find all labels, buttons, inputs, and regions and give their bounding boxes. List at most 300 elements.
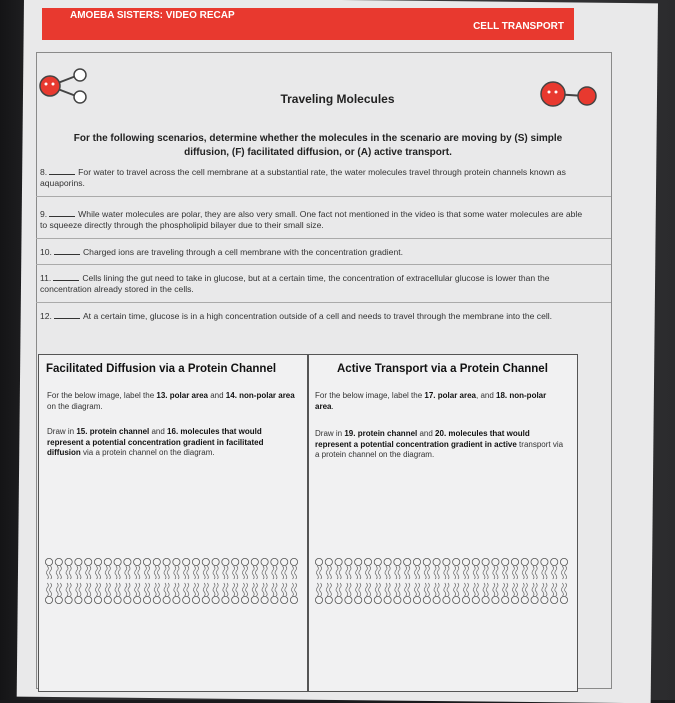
box-instruction-1: For the below image, label the 13. polar area and 14. non-polar area on the diagram. <box>47 391 295 411</box>
phospholipid-head <box>124 558 131 565</box>
phospholipid-head <box>222 558 229 565</box>
phospholipid-tail <box>496 583 498 596</box>
phospholipid-tail <box>184 583 186 596</box>
phospholipid-head <box>153 596 160 603</box>
header-right-title: CELL TRANSPORT <box>473 21 564 32</box>
phospholipid-tail <box>427 583 429 596</box>
phospholipid-head <box>521 558 528 565</box>
box-instruction-1: For the below image, label the 17. polar area, and 18. non-polar area. <box>315 391 547 411</box>
phospholipid-tail <box>316 583 318 596</box>
phospholipid-head <box>384 558 391 565</box>
phospholipid-tail <box>275 583 277 596</box>
divider <box>36 196 611 197</box>
phospholipid-tail <box>473 566 475 579</box>
phospholipid-head <box>472 558 479 565</box>
phospholipid-tail <box>275 566 277 579</box>
phospholipid-tail <box>174 566 176 579</box>
phospholipid-tail <box>320 566 322 579</box>
phospholipid-tail <box>115 566 117 579</box>
phospholipid-tail <box>467 566 469 579</box>
question-text: At a certain time, glucose is in a high concentration outside of a cell and needs to travel through the membrane into the cell. <box>82 311 553 321</box>
question-12 <box>40 310 590 322</box>
phospholipid-tail <box>565 583 567 596</box>
phospholipid-tail <box>457 566 459 579</box>
phospholipid-tail <box>336 583 338 596</box>
phospholipid-head <box>114 558 121 565</box>
phospholipid-tail <box>395 566 397 579</box>
phospholipid-tail <box>246 583 248 596</box>
phospholipid-tail <box>206 566 208 579</box>
phospholipid-tail <box>99 583 101 596</box>
phospholipid-head <box>75 596 82 603</box>
phospholipid-head <box>315 558 322 565</box>
phospholipid-head <box>85 596 92 603</box>
phospholipid-tail <box>246 566 248 579</box>
phospholipid-head <box>502 596 509 603</box>
phospholipid-tail <box>79 566 81 579</box>
phospholipid-head <box>202 558 209 565</box>
divider <box>36 238 611 239</box>
phospholipid-tail <box>349 566 351 579</box>
answer-blank[interactable] <box>54 310 80 319</box>
phospholipid-tail <box>444 566 446 579</box>
phospholipid-tail <box>285 583 287 596</box>
phospholipid-tail <box>148 566 150 579</box>
phospholipid-tail <box>265 583 267 596</box>
phospholipid-tail <box>216 583 218 596</box>
phospholipid-tail <box>369 583 371 596</box>
phospholipid-head <box>104 596 111 603</box>
phospholipid-tail <box>295 583 297 596</box>
phospholipid-tail <box>496 566 498 579</box>
phospholipid-head <box>453 596 460 603</box>
phospholipid-head <box>560 558 567 565</box>
phospholipid-head <box>443 596 450 603</box>
phospholipid-head <box>114 596 121 603</box>
phospholipid-head <box>551 596 558 603</box>
phospholipid-head <box>212 558 219 565</box>
phospholipid-head <box>502 558 509 565</box>
phospholipid-tail <box>473 583 475 596</box>
phospholipid-head <box>531 596 538 603</box>
phospholipid-tail <box>463 566 465 579</box>
phospholipid-head <box>212 596 219 603</box>
phospholipid-head <box>315 596 322 603</box>
phospholipid-head <box>433 558 440 565</box>
phospholipid-tail <box>223 583 225 596</box>
phospholipid-head <box>45 596 52 603</box>
phospholipid-tail <box>135 566 137 579</box>
phospholipid-bilayer-diagram[interactable] <box>313 557 573 605</box>
phospholipid-head <box>511 558 518 565</box>
phospholipid-head <box>521 596 528 603</box>
phospholipid-tail <box>561 566 563 579</box>
phospholipid-tail <box>316 566 318 579</box>
facilitated-diffusion-box <box>38 354 308 692</box>
phospholipid-tail <box>359 583 361 596</box>
phospholipid-head <box>413 558 420 565</box>
phospholipid-head <box>290 558 297 565</box>
phospholipid-tail <box>463 583 465 596</box>
phospholipid-tail <box>138 566 140 579</box>
phospholipid-head <box>134 596 141 603</box>
phospholipid-head <box>55 596 62 603</box>
phospholipid-tail <box>535 583 537 596</box>
box-instruction-2: Draw in 15. protein channel and 16. molecules that would represent a potential concentration gradient in facilitated diffusion via a protein channel on the diagram. <box>47 427 264 457</box>
phospholipid-tail <box>164 583 166 596</box>
phospholipid-head <box>541 558 548 565</box>
phospholipid-tail <box>187 566 189 579</box>
phospholipid-head <box>183 558 190 565</box>
phospholipid-head <box>271 596 278 603</box>
phospholipid-tail <box>320 583 322 596</box>
phospholipid-tail <box>398 566 400 579</box>
phospholipid-tail <box>154 583 156 596</box>
bilayer-pattern <box>45 558 297 603</box>
phospholipid-tail <box>262 583 264 596</box>
phospholipid-tail <box>99 566 101 579</box>
answer-blank[interactable] <box>54 246 80 255</box>
phospholipid-tail <box>216 566 218 579</box>
phospholipid-tail <box>545 583 547 596</box>
phospholipid-tail <box>291 583 293 596</box>
bilayer-pattern <box>315 558 567 603</box>
phospholipid-tail <box>128 583 130 596</box>
phospholipid-tail <box>418 566 420 579</box>
phospholipid-head <box>443 558 450 565</box>
phospholipid-head <box>462 596 469 603</box>
phospholipid-tail <box>405 566 407 579</box>
phospholipid-head <box>222 596 229 603</box>
phospholipid-tail <box>424 583 426 596</box>
phospholipid-tail <box>503 583 505 596</box>
phospholipid-head <box>423 558 430 565</box>
phospholipid-head <box>163 558 170 565</box>
phospholipid-head <box>355 596 362 603</box>
phospholipid-tail <box>356 566 358 579</box>
phospholipid-tail <box>414 566 416 579</box>
phospholipid-tail <box>177 583 179 596</box>
phospholipid-head <box>281 558 288 565</box>
phospholipid-tail <box>346 566 348 579</box>
question-text: For water to travel across the cell membrane at a substantial rate, the water molecules travel through protein channels known as aquaporins. <box>40 167 566 188</box>
phospholipid-bilayer-diagram[interactable] <box>43 557 303 605</box>
phospholipid-tail <box>59 583 61 596</box>
phospholipid-head <box>423 596 430 603</box>
question-number: 9. <box>40 209 48 219</box>
phospholipid-head <box>345 558 352 565</box>
phospholipid-tail <box>46 583 48 596</box>
phospholipid-tail <box>282 583 284 596</box>
phospholipid-tail <box>375 566 377 579</box>
phospholipid-head <box>143 596 150 603</box>
phospholipid-tail <box>89 566 91 579</box>
phospholipid-tail <box>405 583 407 596</box>
phospholipid-tail <box>272 566 274 579</box>
question-10 <box>40 246 590 258</box>
phospholipid-tail <box>359 566 361 579</box>
phospholipid-tail <box>128 566 130 579</box>
phospholipid-tail <box>262 566 264 579</box>
phospholipid-head <box>192 558 199 565</box>
box-instruction-2: Draw in 19. protein channel and 20. molecules that would represent a potential concentration gradient in active transport via a protein channel on the diagram. <box>315 429 564 459</box>
active-transport-box <box>308 354 578 692</box>
phospholipid-tail <box>336 566 338 579</box>
phospholipid-tail <box>326 566 328 579</box>
phospholipid-head <box>134 558 141 565</box>
phospholipid-tail <box>272 583 274 596</box>
phospholipid-tail <box>86 583 88 596</box>
phospholipid-tail <box>408 583 410 596</box>
question-number: 12. <box>40 311 52 321</box>
phospholipid-head <box>394 596 401 603</box>
phospholipid-tail <box>522 566 524 579</box>
phospholipid-head <box>163 596 170 603</box>
phospholipid-tail <box>76 583 78 596</box>
question-number: 10. <box>40 247 52 257</box>
phospholipid-tail <box>346 583 348 596</box>
phospholipid-head <box>65 596 72 603</box>
phospholipid-head <box>374 596 381 603</box>
phospholipid-head <box>251 596 258 603</box>
phospholipid-tail <box>144 566 146 579</box>
question-number: 11. <box>40 273 52 283</box>
phospholipid-tail <box>105 583 107 596</box>
phospholipid-tail <box>108 583 110 596</box>
phospholipid-tail <box>506 583 508 596</box>
phospholipid-tail <box>282 566 284 579</box>
phospholipid-head <box>541 596 548 603</box>
phospholipid-head <box>104 558 111 565</box>
phospholipid-tail <box>174 583 176 596</box>
phospholipid-tail <box>252 566 254 579</box>
phospholipid-tail <box>408 566 410 579</box>
phospholipid-tail <box>66 583 68 596</box>
question-11 <box>40 272 590 295</box>
phospholipid-tail <box>197 583 199 596</box>
phospholipid-tail <box>236 583 238 596</box>
phospholipid-head <box>394 558 401 565</box>
divider <box>36 264 611 265</box>
phospholipid-tail <box>542 583 544 596</box>
phospholipid-tail <box>265 566 267 579</box>
phospholipid-head <box>251 558 258 565</box>
phospholipid-head <box>85 558 92 565</box>
answer-blank[interactable] <box>49 208 75 217</box>
phospholipid-tail <box>378 583 380 596</box>
phospholipid-tail <box>476 566 478 579</box>
phospholipid-tail <box>184 566 186 579</box>
phospholipid-tail <box>295 566 297 579</box>
answer-blank[interactable] <box>49 166 75 175</box>
phospholipid-tail <box>125 566 127 579</box>
phospholipid-tail <box>95 583 97 596</box>
phospholipid-head <box>531 558 538 565</box>
phospholipid-head <box>183 596 190 603</box>
phospholipid-tail <box>467 583 469 596</box>
phospholipid-tail <box>525 566 527 579</box>
phospholipid-tail <box>69 566 71 579</box>
phospholipid-head <box>65 558 72 565</box>
phospholipid-tail <box>532 583 534 596</box>
phospholipid-head <box>462 558 469 565</box>
phospholipid-head <box>482 596 489 603</box>
phospholipid-tail <box>483 566 485 579</box>
phospholipid-tail <box>437 566 439 579</box>
phospholipid-head <box>325 596 332 603</box>
phospholipid-tail <box>486 566 488 579</box>
phospholipid-tail <box>516 566 518 579</box>
phospholipid-head <box>364 596 371 603</box>
phospholipid-head <box>413 596 420 603</box>
header-banner <box>42 8 574 40</box>
phospholipid-tail <box>503 566 505 579</box>
phospholipid-tail <box>242 583 244 596</box>
phospholipid-tail <box>285 566 287 579</box>
question-text: Cells lining the gut need to take in glucose, but at a certain time, the concentration of extracellular glucose is lower than the concentration already stored in the cells. <box>40 273 550 294</box>
phospholipid-tail <box>365 566 367 579</box>
phospholipid-tail <box>444 583 446 596</box>
phospholipid-tail <box>197 566 199 579</box>
phospholipid-head <box>453 558 460 565</box>
phospholipid-tail <box>157 566 159 579</box>
phospholipid-tail <box>154 566 156 579</box>
phospholipid-tail <box>522 583 524 596</box>
phospholipid-head <box>202 596 209 603</box>
phospholipid-tail <box>434 566 436 579</box>
phospholipid-tail <box>50 566 52 579</box>
phospholipid-head <box>551 558 558 565</box>
phospholipid-tail <box>177 566 179 579</box>
phospholipid-tail <box>339 566 341 579</box>
phospholipid-tail <box>138 583 140 596</box>
phospholipid-tail <box>329 583 331 596</box>
phospholipid-tail <box>329 566 331 579</box>
phospholipid-head <box>271 558 278 565</box>
phospholipid-tail <box>365 583 367 596</box>
phospholipid-head <box>232 558 239 565</box>
phospholipid-tail <box>206 583 208 596</box>
phospholipid-tail <box>291 566 293 579</box>
phospholipid-tail <box>203 583 205 596</box>
phospholipid-tail <box>388 566 390 579</box>
phospholipid-tail <box>424 566 426 579</box>
phospholipid-head <box>261 558 268 565</box>
phospholipid-head <box>143 558 150 565</box>
phospholipid-tail <box>388 583 390 596</box>
phospholipid-tail <box>561 583 563 596</box>
phospholipid-tail <box>418 583 420 596</box>
phospholipid-tail <box>542 566 544 579</box>
phospholipid-head <box>45 558 52 565</box>
phospholipid-head <box>560 596 567 603</box>
page-title: Traveling Molecules <box>280 92 395 106</box>
phospholipid-tail <box>552 583 554 596</box>
phospholipid-head <box>124 596 131 603</box>
phospholipid-head <box>55 558 62 565</box>
phospholipid-tail <box>193 583 195 596</box>
phospholipid-head <box>173 596 180 603</box>
phospholipid-head <box>404 596 411 603</box>
answer-blank[interactable] <box>53 272 79 281</box>
phospholipid-tail <box>516 583 518 596</box>
phospholipid-head <box>345 596 352 603</box>
phospholipid-tail <box>56 566 58 579</box>
phospholipid-tail <box>457 583 459 596</box>
phospholipid-head <box>482 558 489 565</box>
question-text: Charged ions are traveling through a cell membrane with the concentration gradient. <box>82 247 404 257</box>
phospholipid-tail <box>398 583 400 596</box>
phospholipid-head <box>472 596 479 603</box>
phospholipid-head <box>384 596 391 603</box>
phospholipid-head <box>335 596 342 603</box>
phospholipid-tail <box>493 566 495 579</box>
phospholipid-tail <box>385 583 387 596</box>
phospholipid-tail <box>512 566 514 579</box>
phospholipid-tail <box>395 583 397 596</box>
phospholipid-head <box>241 558 248 565</box>
phospholipid-tail <box>59 566 61 579</box>
phospholipid-tail <box>493 583 495 596</box>
phospholipid-tail <box>252 583 254 596</box>
phospholipid-head <box>290 596 297 603</box>
phospholipid-tail <box>385 566 387 579</box>
phospholipid-tail <box>125 583 127 596</box>
phospholipid-tail <box>118 566 120 579</box>
phospholipid-head <box>492 558 499 565</box>
phospholipid-tail <box>56 583 58 596</box>
phospholipid-tail <box>95 566 97 579</box>
question-8 <box>40 166 590 189</box>
phospholipid-tail <box>157 583 159 596</box>
phospholipid-tail <box>76 566 78 579</box>
phospholipid-tail <box>437 583 439 596</box>
phospholipid-head <box>153 558 160 565</box>
box-heading: Active Transport via a Protein Channel <box>337 363 548 375</box>
phospholipid-tail <box>555 566 557 579</box>
phospholipid-tail <box>255 583 257 596</box>
phospholipid-tail <box>565 566 567 579</box>
phospholipid-head <box>335 558 342 565</box>
phospholipid-head <box>173 558 180 565</box>
phospholipid-tail <box>454 566 456 579</box>
phospholipid-tail <box>545 566 547 579</box>
phospholipid-tail <box>375 583 377 596</box>
phospholipid-tail <box>434 583 436 596</box>
phospholipid-tail <box>50 583 52 596</box>
phospholipid-tail <box>135 583 137 596</box>
phospholipid-tail <box>187 583 189 596</box>
phospholipid-tail <box>86 566 88 579</box>
phospholipid-tail <box>447 566 449 579</box>
phospholipid-tail <box>213 566 215 579</box>
question-number: 8. <box>40 167 48 177</box>
phospholipid-tail <box>535 566 537 579</box>
phospholipid-tail <box>378 566 380 579</box>
phospholipid-head <box>511 596 518 603</box>
phospholipid-head <box>94 596 101 603</box>
phospholipid-tail <box>46 566 48 579</box>
phospholipid-head <box>94 558 101 565</box>
phospholipid-tail <box>79 583 81 596</box>
phospholipid-tail <box>144 583 146 596</box>
phospholipid-tail <box>454 583 456 596</box>
phospholipid-head <box>355 558 362 565</box>
phospholipid-head <box>281 596 288 603</box>
phospholipid-tail <box>532 566 534 579</box>
phospholipid-tail <box>66 566 68 579</box>
phospholipid-tail <box>555 583 557 596</box>
